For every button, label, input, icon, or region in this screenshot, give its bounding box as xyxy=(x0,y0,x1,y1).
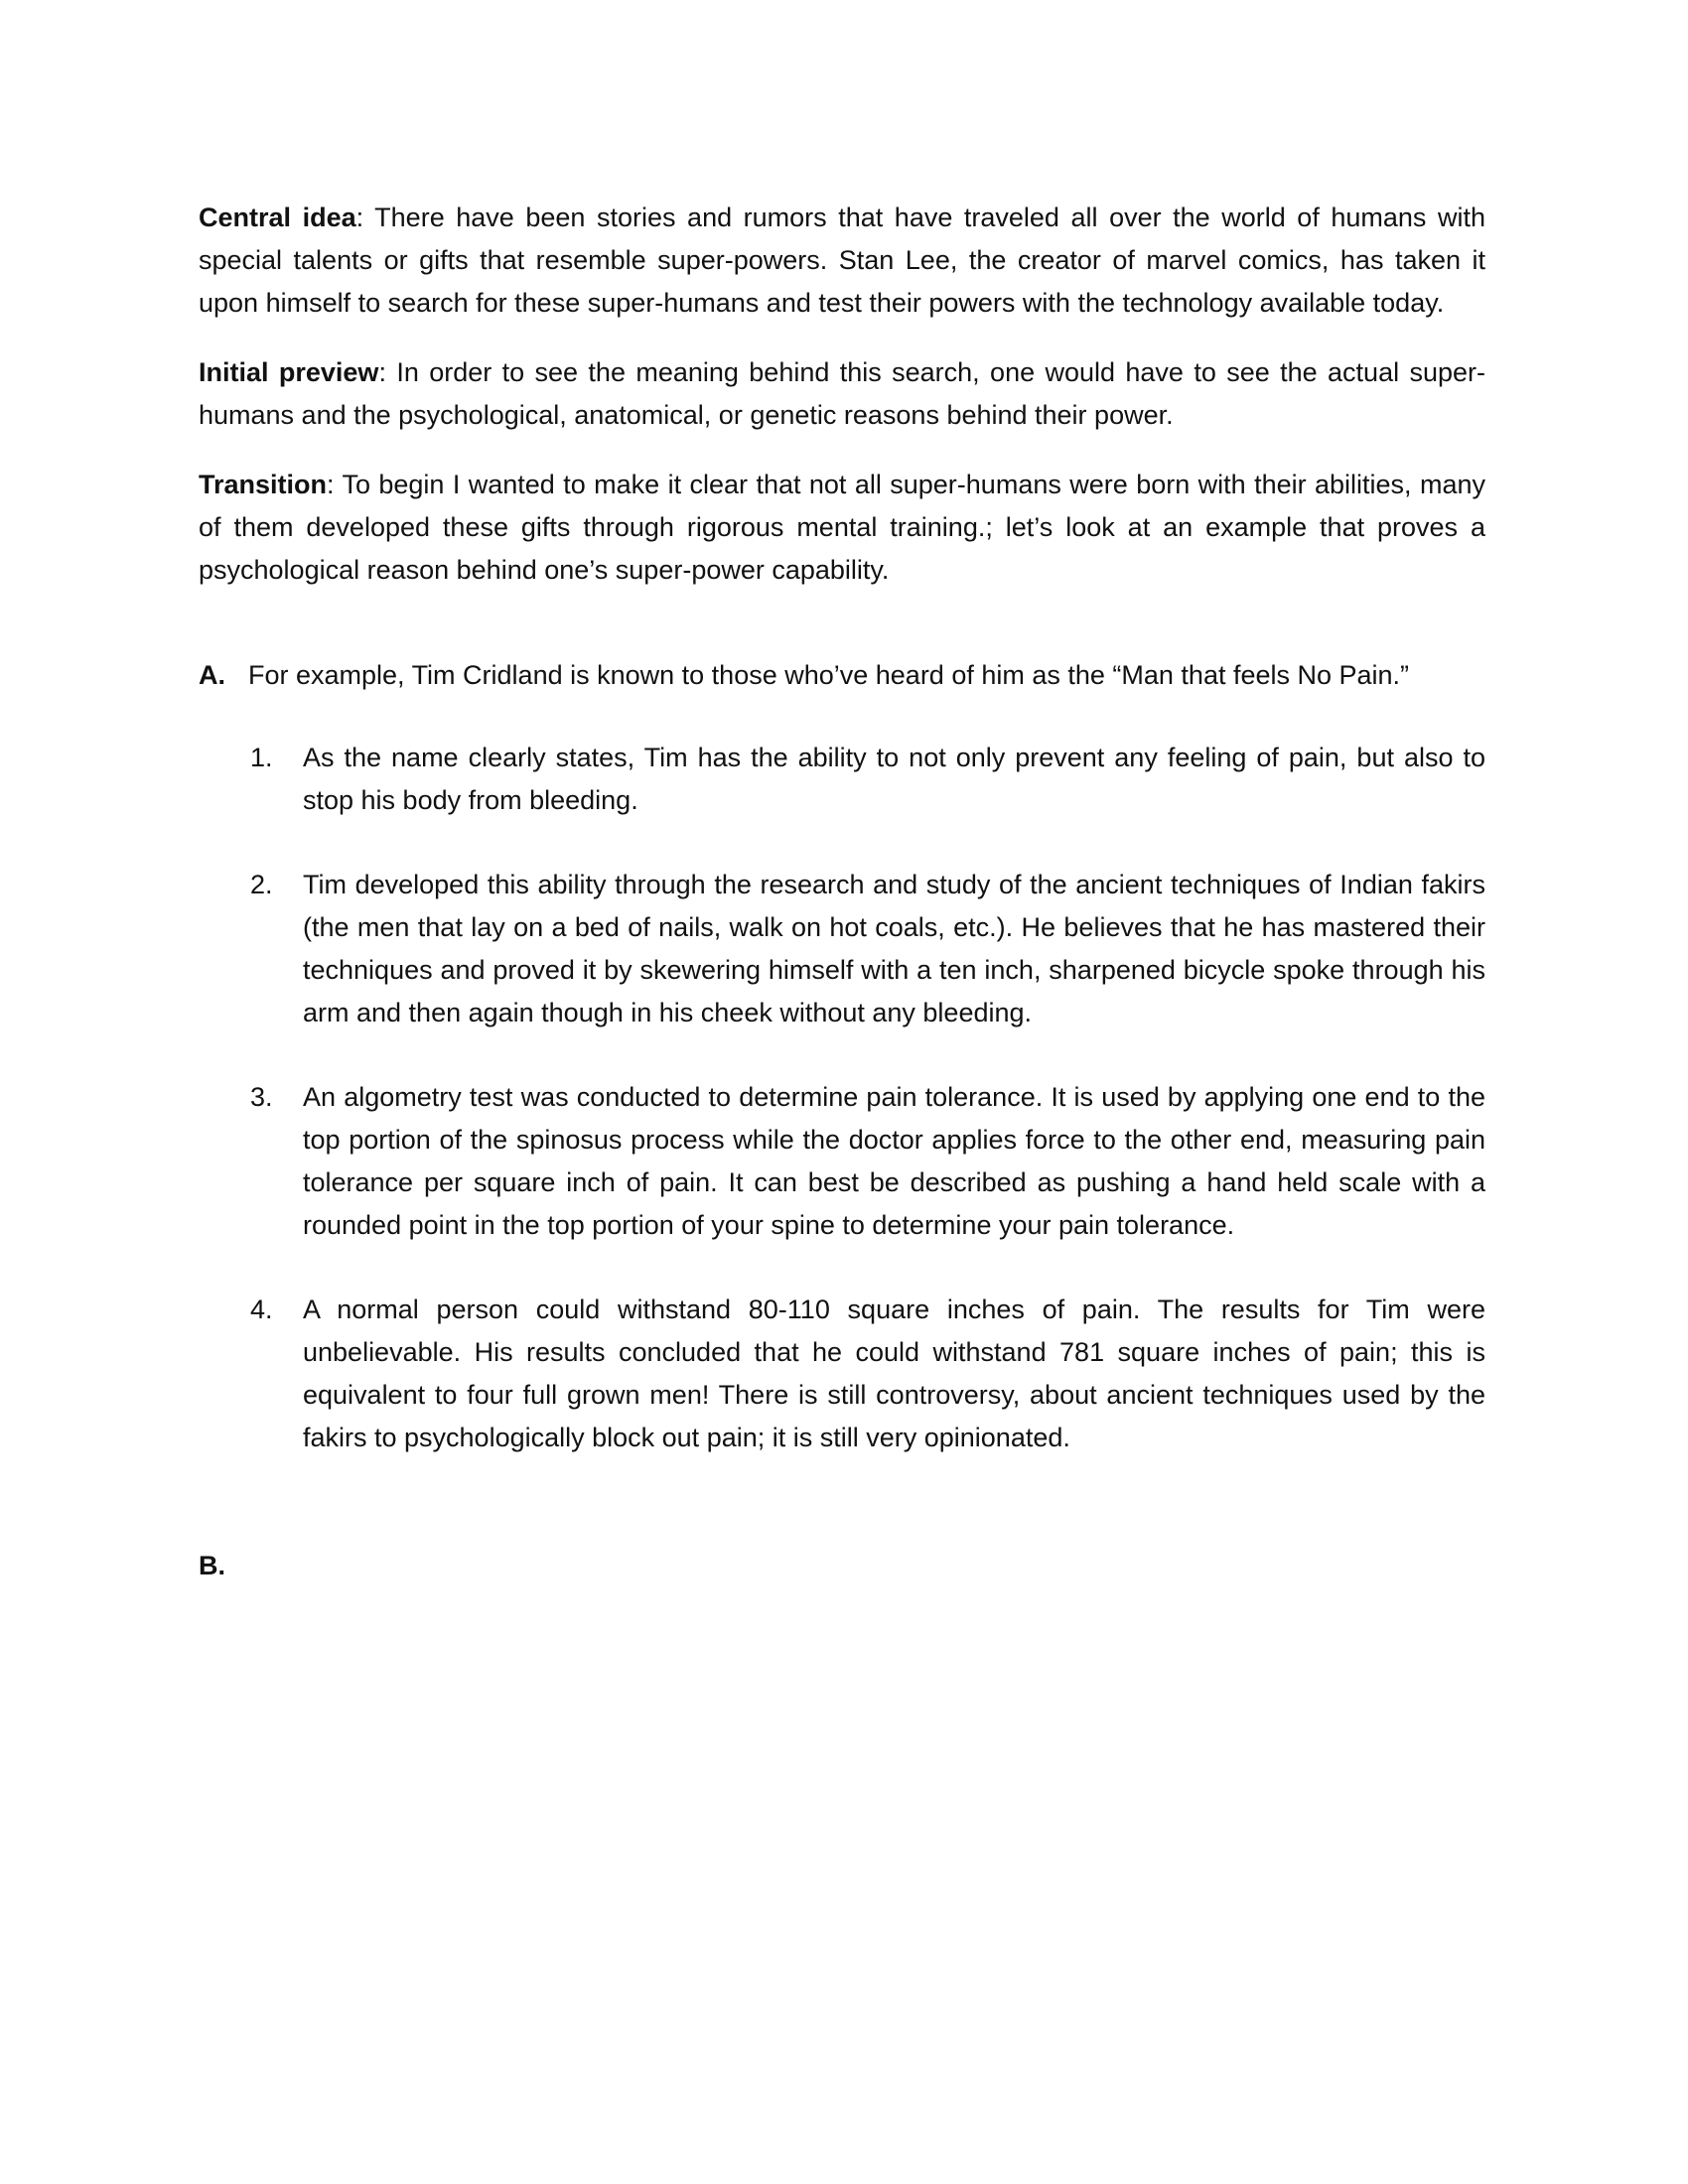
list-item xyxy=(199,864,1485,1034)
list-item-text: As the name clearly states, Tim has the ability to not only prevent any feeling of pain, but also to stop his body from bleeding. xyxy=(303,743,1485,815)
central-idea-label: Central idea xyxy=(199,203,356,232)
list-item-number: 2. xyxy=(250,870,273,899)
list-item xyxy=(199,1076,1485,1247)
list-item-text: An algometry test was conducted to determine pain tolerance. It is used by applying one end to the top portion of the spinosus process while the doctor applies force to the other end, measuring pain tolerance per square inch of pain. It can best be described as pushing a hand held scale with a rounded point in the top portion of your spine to determine your pain tolerance. xyxy=(303,1082,1485,1240)
section-b-heading: B. xyxy=(199,1551,225,1580)
document-page xyxy=(199,197,1485,1587)
section-a-heading xyxy=(199,654,1485,697)
list-item-number: 3. xyxy=(250,1082,273,1112)
list-item-text: Tim developed this ability through the research and study of the ancient techniques of Indian fakirs (the men that lay on a bed of nails, walk on hot coals, etc.). He believes that he has mastered their techniques and proved it by skewering himself with a ten inch, sharpened bicycle spoke through his arm and then again though in his cheek without any bleeding. xyxy=(303,870,1485,1027)
transition-text: : To begin I wanted to make it clear that not all super-humans were born with their abilities, many of them developed these gifts through rigorous mental training.; let’s look at an example that proves a psychological reason behind one’s super-power capability. xyxy=(199,470,1485,585)
central-idea-paragraph xyxy=(199,197,1485,325)
list-item-text: A normal person could withstand 80-110 square inches of pain. The results for Tim were unbelievable. His results concluded that he could withstand 781 square inches of pain; this is equivalent to four full grown men! There is still controversy, about ancient techniques used by the fakirs to psychologically block out pain; it is still very opinionated. xyxy=(303,1295,1485,1452)
central-idea-text: : There have been stories and rumors that have traveled all over the world of humans with special talents or gifts that resemble super-powers. Stan Lee, the creator of marvel comics, has taken it upon himself to search for these super-humans and test their powers with the technology available today. xyxy=(199,203,1485,318)
section-a-letter: A. xyxy=(199,660,225,690)
transition-label: Transition xyxy=(199,470,328,499)
list-item-number: 1. xyxy=(250,743,273,772)
list-item xyxy=(199,737,1485,822)
list-item xyxy=(199,1289,1485,1459)
initial-preview-label: Initial preview xyxy=(199,357,379,387)
section-a-list xyxy=(199,737,1485,1459)
initial-preview-paragraph xyxy=(199,351,1485,437)
list-item-number: 4. xyxy=(250,1295,273,1324)
transition-paragraph xyxy=(199,464,1485,592)
section-a-text: For example, Tim Cridland is known to those who’ve heard of him as the “Man that feels No Pain.” xyxy=(248,660,1410,690)
initial-preview-text: : In order to see the meaning behind this search, one would have to see the actual super-humans and the psychological, anatomical, or genetic reasons behind their power. xyxy=(199,357,1485,430)
